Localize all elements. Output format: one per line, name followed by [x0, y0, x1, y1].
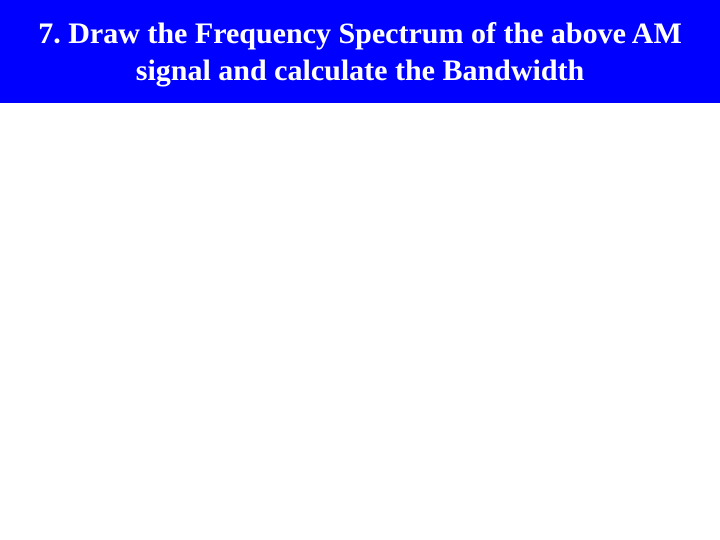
slide-title-line-2: signal and calculate the Bandwidth: [135, 54, 585, 87]
slide-content-area: [0, 103, 720, 540]
slide-title-line-1: 7. Draw the Frequency Spectrum of the above AM: [38, 17, 682, 50]
slide-title-bar: [0, 0, 720, 103]
